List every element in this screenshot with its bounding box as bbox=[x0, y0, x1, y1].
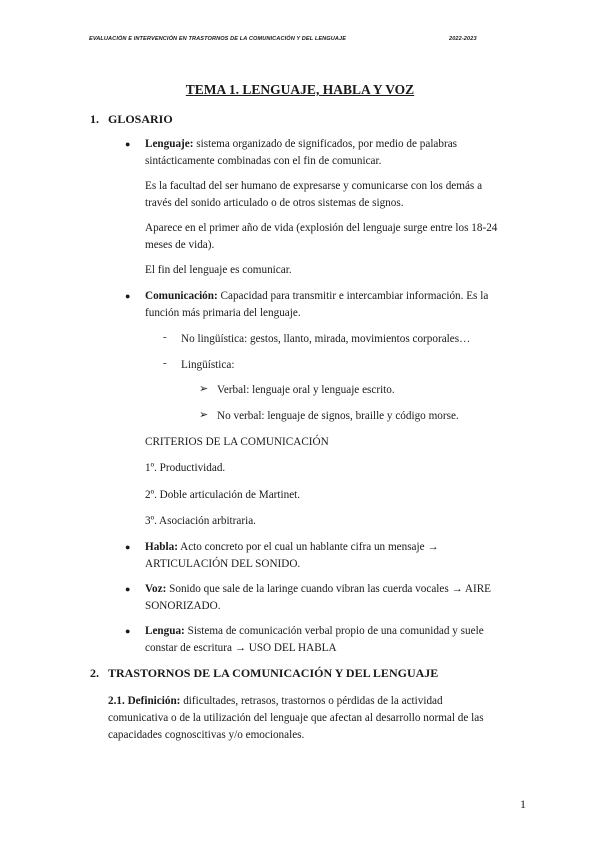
section-1-number: 1. bbox=[90, 112, 99, 126]
bullet-icon: ● bbox=[125, 291, 131, 301]
lenguaje-paragraph-2-line1: Es la facultad del ser humano de expresarse y comunicarse con los demás a bbox=[145, 180, 483, 192]
bullet-icon: ● bbox=[125, 542, 131, 552]
lenguaje-paragraph-3-line1: Aparece en el primer año de vida (explosión del lenguaje surge entre los 18-24 bbox=[145, 222, 498, 234]
voz-term: Voz: bbox=[145, 583, 167, 595]
criterios-heading: CRITERIOS DE LA COMUNICACIÓN bbox=[145, 436, 329, 448]
voz-definition-line2: SONORIZADO. bbox=[145, 600, 221, 612]
page-number: 1 bbox=[520, 797, 526, 811]
habla-definition-line1: Habla: Acto concreto por el cual un hablante cifra un mensaje → bbox=[145, 541, 439, 553]
lengua-definition-line1: Lengua: Sistema de comunicación verbal propio de una comunidad y suele bbox=[145, 625, 484, 637]
voz-definition-line1: Voz: Sonido que sale de la laringe cuando vibran las cuerda vocales → AIRE bbox=[145, 583, 491, 595]
definicion-term: 2.1. Definición: bbox=[108, 695, 181, 707]
section-1-title: GLOSARIO bbox=[108, 112, 173, 126]
lenguaje-paragraph-4: El fin del lenguaje es comunicar. bbox=[145, 264, 292, 276]
page-title: TEMA 1. LENGUAJE, HABLA Y VOZ bbox=[185, 82, 415, 97]
bullet-icon: ● bbox=[125, 584, 131, 594]
running-header-year: 2022-2023 bbox=[449, 36, 477, 42]
arrow-bullet-icon: ➢ bbox=[199, 409, 209, 421]
running-header-title: EVALUACIÓN E INTERVENCIÓN EN TRASTORNOS DE LA COMUNICACIÓN Y DEL LENGUAJE bbox=[89, 36, 347, 42]
lenguaje-paragraph-2-line2: través del sonido articulado o de otros sistemas de signos. bbox=[145, 197, 404, 209]
comunicacion-no-linguistica: No lingüística: gestos, llanto, mirada, movimientos corporales… bbox=[181, 333, 471, 345]
definicion-line3: capacidades cognoscitivas y/o emocionales. bbox=[108, 729, 305, 741]
criterio-1: 1º. Productividad. bbox=[145, 462, 226, 474]
criterio-3: 3º. Asociación arbitraria. bbox=[145, 515, 256, 527]
definicion-line2: comunicativa o de la utilización del lenguaje que afectan al desarrollo normal de las bbox=[108, 712, 484, 724]
lenguaje-definition-line1: Lenguaje: sistema organizado de significados, por medio de palabras bbox=[145, 138, 458, 150]
comunicacion-no-verbal: No verbal: lenguaje de signos, braille y código morse. bbox=[217, 410, 459, 422]
comunicacion-linguistica: Lingüística: bbox=[181, 359, 235, 371]
criterio-2: 2º. Doble articulación de Martinet. bbox=[145, 489, 301, 501]
lengua-term: Lengua: bbox=[145, 625, 185, 637]
section-2-title: TRASTORNOS DE LA COMUNICACIÓN Y DEL LENGUAJE bbox=[108, 666, 439, 680]
lengua-definition-line2: constar de escritura → USO DEL HABLA bbox=[145, 642, 337, 654]
comunicacion-definition-line2: función más primaria del lenguaje. bbox=[145, 307, 301, 319]
comunicacion-definition-line1: Comunicación: Capacidad para transmitir e intercambiar información. Es la bbox=[145, 290, 489, 302]
bullet-icon: ● bbox=[125, 626, 131, 636]
dash-marker: - bbox=[163, 357, 167, 369]
lenguaje-definition-line2: sintácticamente combinadas con el fin de comunicar. bbox=[145, 155, 382, 167]
habla-term: Habla: bbox=[145, 541, 178, 553]
dash-marker: - bbox=[163, 331, 167, 343]
comunicacion-term: Comunicación: bbox=[145, 290, 218, 302]
habla-definition-line2: ARTICULACIÓN DEL SONIDO. bbox=[145, 558, 301, 570]
lenguaje-paragraph-3-line2: meses de vida). bbox=[145, 239, 215, 251]
lenguaje-term: Lenguaje: bbox=[145, 138, 194, 150]
comunicacion-verbal: Verbal: lenguaje oral y lenguaje escrito. bbox=[217, 384, 395, 396]
section-2-number: 2. bbox=[90, 666, 99, 680]
definicion-line1: 2.1. Definición: dificultades, retrasos, trastornos o pérdidas de la actividad bbox=[108, 695, 443, 707]
arrow-bullet-icon: ➢ bbox=[199, 383, 209, 395]
bullet-icon: ● bbox=[125, 139, 131, 149]
